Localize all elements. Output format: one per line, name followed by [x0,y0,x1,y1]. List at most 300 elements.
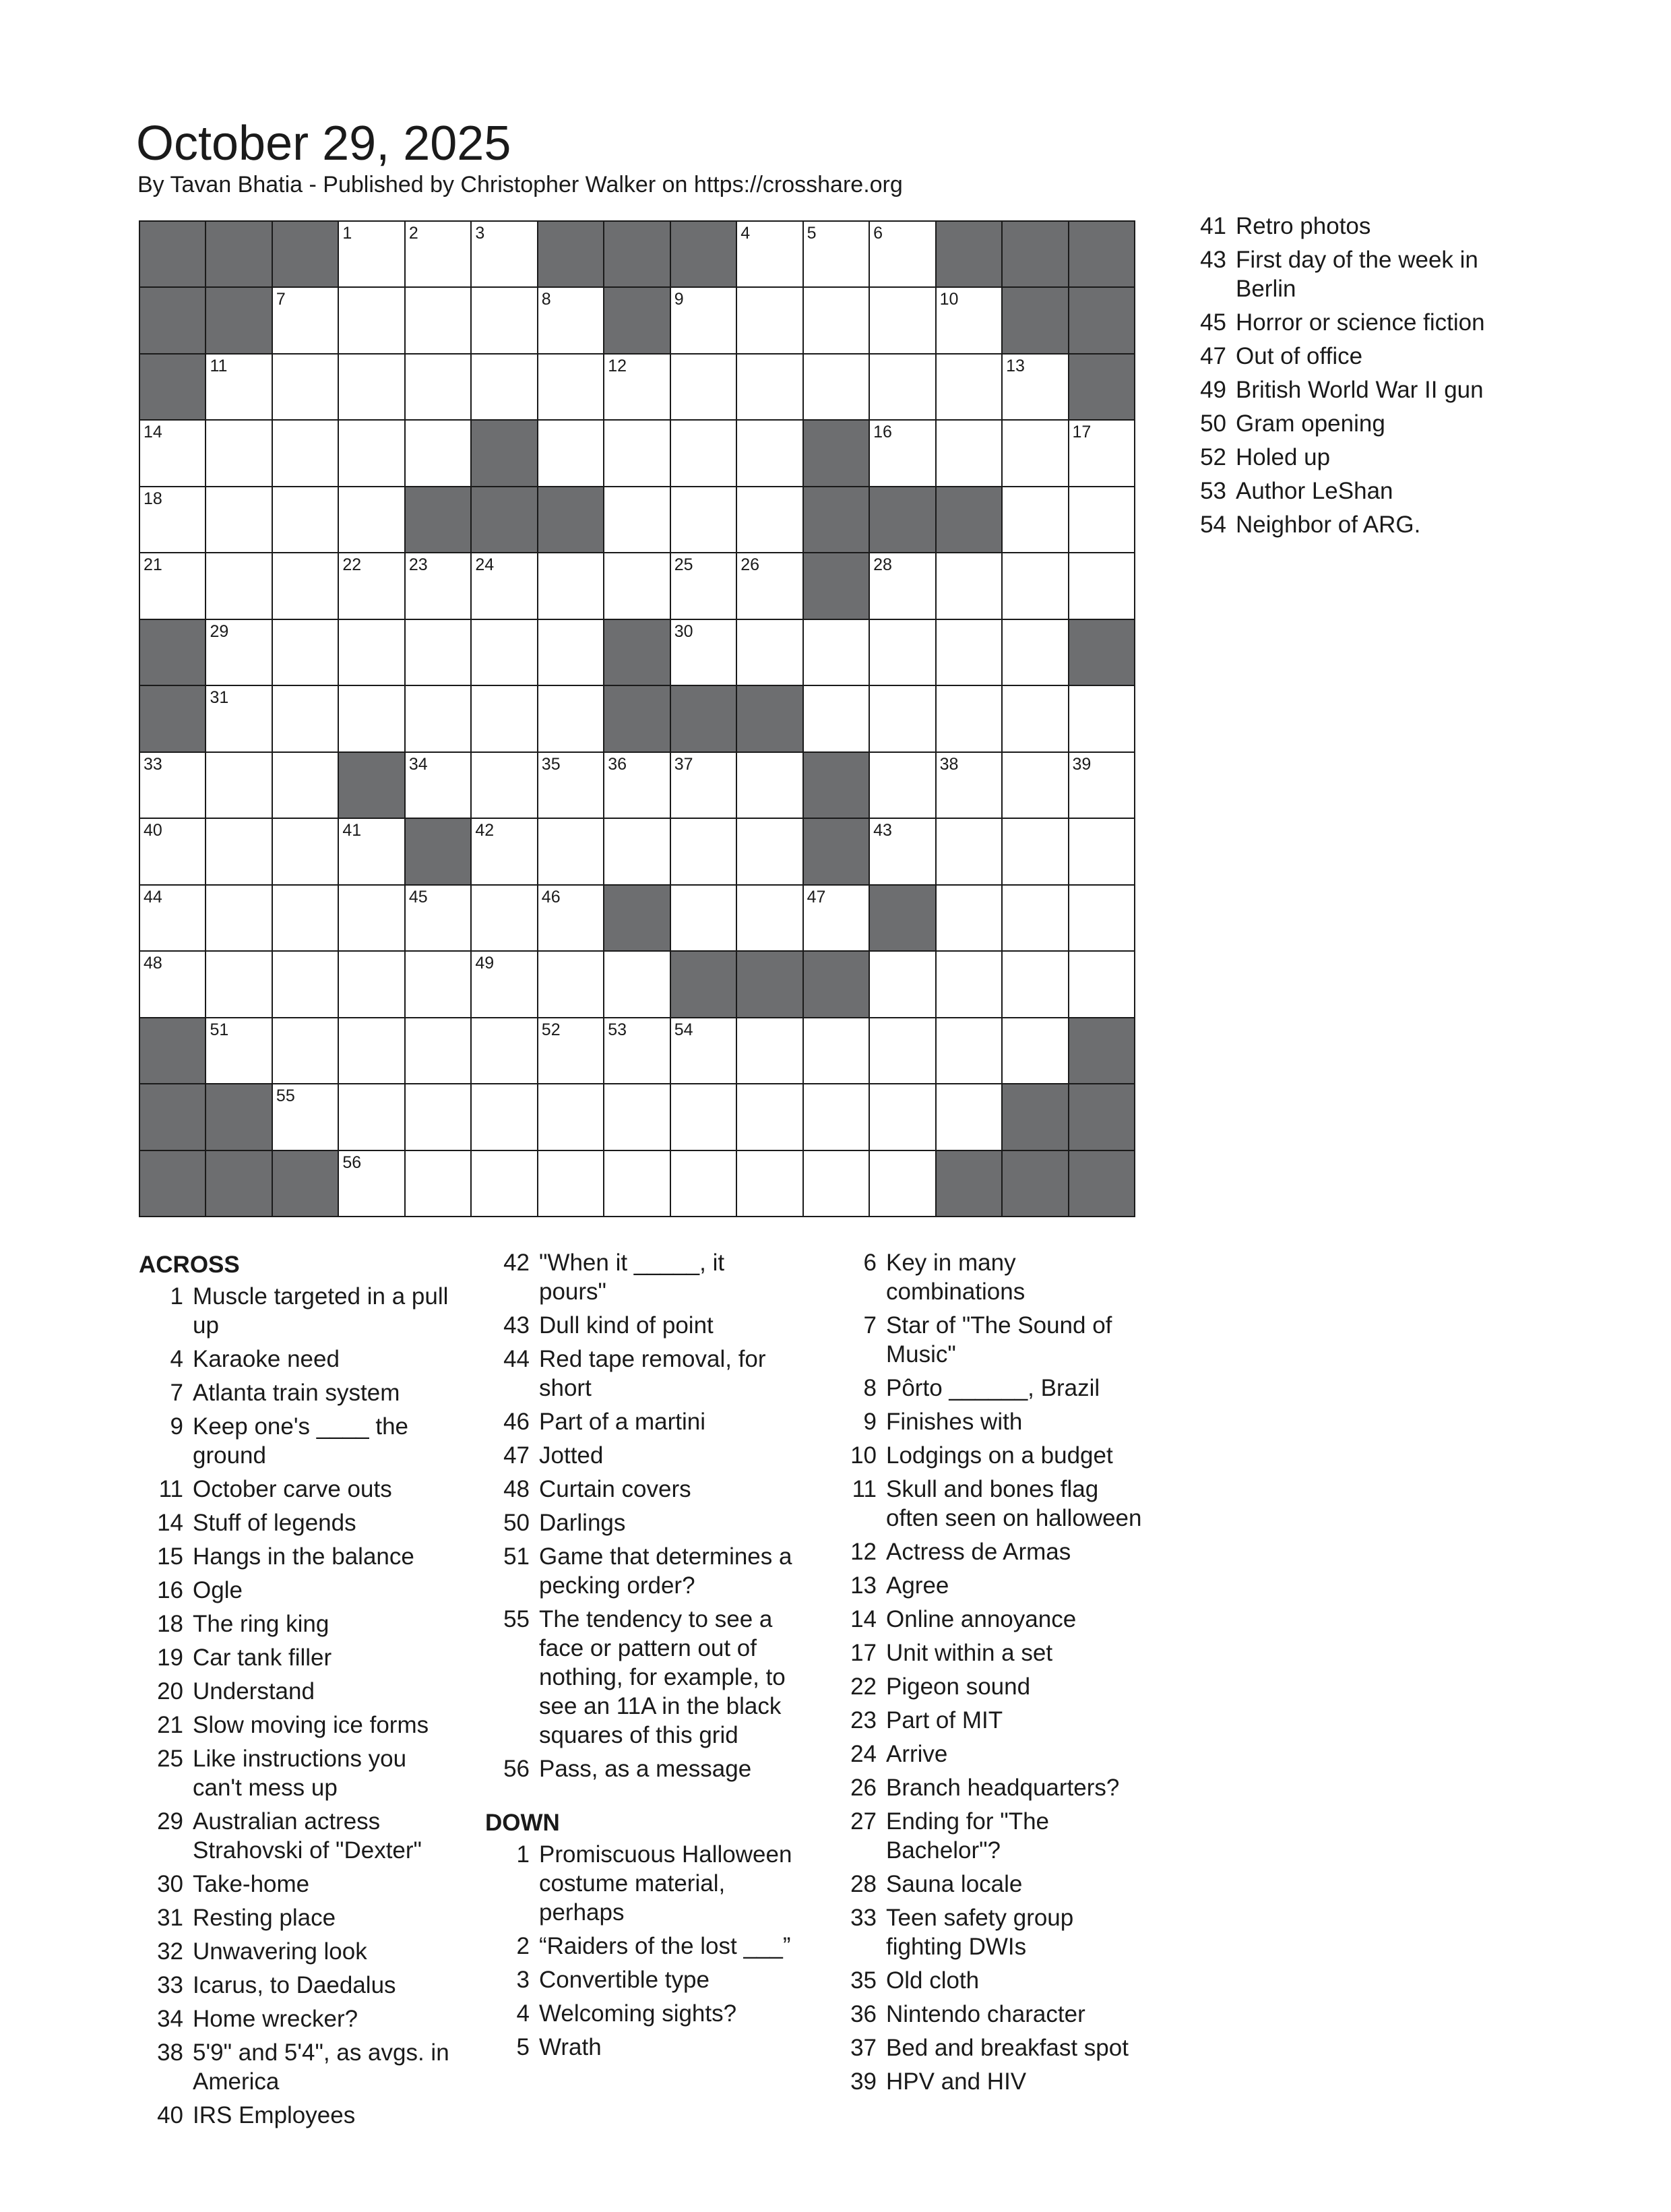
answer-square[interactable] [1069,753,1134,818]
clue-item [139,1937,450,1966]
clue-number: 54 [674,1020,693,1039]
block-square [339,753,404,818]
answer-square[interactable] [206,753,271,818]
answer-square[interactable] [472,686,536,751]
answer-square[interactable] [206,686,271,751]
answer-square[interactable] [604,1084,669,1149]
clue-text: Lodgings on a budget [886,1442,1113,1469]
clue-number: 19 [157,1645,183,1671]
answer-square[interactable] [737,1018,802,1083]
answer-square[interactable] [671,421,736,485]
answer-square[interactable] [604,355,669,419]
answer-square[interactable] [472,355,536,419]
clue-item [139,2004,450,2033]
answer-square[interactable] [538,288,603,352]
clue-number: 41 [342,821,362,840]
answer-square[interactable] [1003,819,1067,884]
clue-number: 14 [850,1606,877,1632]
answer-square[interactable] [339,886,404,950]
clue-item [832,1311,1143,1369]
clue-item [485,1441,796,1470]
answer-square[interactable] [1069,952,1134,1016]
block-square [140,1084,205,1149]
answer-square[interactable] [140,952,205,1016]
clue-text: Home wrecker? [193,2006,358,2032]
clue-number: 7 [170,1380,183,1406]
answer-square[interactable] [273,952,338,1016]
answer-square[interactable] [406,753,470,818]
answer-square[interactable] [937,753,1001,818]
block-square [1069,1018,1134,1083]
answer-square[interactable] [1069,886,1134,950]
answer-square[interactable] [1003,421,1067,485]
answer-square[interactable] [472,553,536,618]
clue-number: 29 [210,621,229,641]
clue-item [1182,245,1499,303]
clue-text: Karaoke need [193,1346,340,1372]
clue-item [139,2101,450,2130]
block-square [140,1151,205,1216]
answer-square[interactable] [1069,487,1134,552]
clue-text: Understand [193,1678,315,1704]
clue-text: Gram opening [1236,410,1385,437]
clue-text: Skull and bones flag often seen on halloween [886,1476,1142,1531]
block-square [1069,1151,1134,1216]
answer-square[interactable] [472,1084,536,1149]
clue-number: 34 [408,754,428,774]
answer-square[interactable] [472,1151,536,1216]
answer-square[interactable] [671,1151,736,1216]
answer-square[interactable] [1003,753,1067,818]
clue-item [485,1840,796,1927]
block-square [140,686,205,751]
answer-square[interactable] [870,553,935,618]
clue-text: Convertible type [539,1967,710,1993]
answer-square[interactable] [870,952,935,1016]
clue-number: 42 [503,1250,530,1276]
clue-text: Agree [886,1572,949,1599]
answer-square[interactable] [538,1018,603,1083]
answer-square[interactable] [206,1018,271,1083]
answer-square[interactable] [406,686,470,751]
clue-number: 48 [144,954,162,973]
answer-square[interactable] [604,1151,669,1216]
answer-square[interactable] [671,1084,736,1149]
answer-square[interactable] [206,421,271,485]
answer-square[interactable] [406,421,470,485]
answer-square[interactable] [339,620,404,685]
clue-number: 17 [850,1640,877,1666]
clue-number: 39 [850,2068,877,2095]
answer-square[interactable] [140,819,205,884]
clue-text: The ring king [193,1611,329,1637]
answer-square[interactable] [406,288,470,352]
clue-number: 49 [475,954,495,973]
clue-text: British World War II gun [1236,377,1484,403]
block-square [273,222,338,286]
answer-square[interactable] [538,819,603,884]
clue-item [485,1605,796,1750]
clue-number: 16 [157,1577,183,1603]
answer-square[interactable] [406,1018,470,1083]
block-square [273,1151,338,1216]
clue-item [139,1412,450,1470]
clue-number: 5 [516,2034,530,2060]
clue-item [139,1508,450,1537]
answer-square[interactable] [339,553,404,618]
block-square [671,686,736,751]
clue-item [485,1965,796,1994]
clue-number: 13 [850,1572,877,1599]
answer-square[interactable] [273,553,338,618]
clue-item [1182,477,1499,505]
clue-number: 24 [850,1741,877,1767]
answer-square[interactable] [804,355,869,419]
clue-item [832,1441,1143,1470]
answer-square[interactable] [206,355,271,419]
clue-text: First day of the week in Berlin [1236,247,1478,302]
answer-square[interactable] [406,355,470,419]
answer-square[interactable] [671,819,736,884]
answer-square[interactable] [538,355,603,419]
answer-square[interactable] [604,487,669,552]
clue-text: Car tank filler [193,1645,332,1671]
clue-text: Star of "The Sound of Music" [886,1312,1112,1368]
clue-number: 4 [516,2000,530,2027]
answer-square[interactable] [406,1151,470,1216]
clue-number: 42 [475,821,495,840]
clue-item [1182,212,1499,241]
clue-number: 33 [850,1905,877,1931]
block-square [406,819,470,884]
answer-square[interactable] [339,952,404,1016]
answer-square[interactable] [1003,487,1067,552]
answer-square[interactable] [472,753,536,818]
clue-number: 18 [157,1611,183,1637]
clue-column-4 [1182,212,1499,544]
clue-number: 43 [503,1312,530,1339]
answer-square[interactable] [339,686,404,751]
clue-number: 49 [1200,377,1226,403]
answer-square[interactable] [737,819,802,884]
clue-number: 45 [408,887,428,907]
clue-text: Pass, as a message [539,1756,752,1782]
answer-square[interactable] [273,355,338,419]
answer-square[interactable] [206,819,271,884]
clue-item [485,1754,796,1783]
answer-square[interactable] [339,487,404,552]
answer-square[interactable] [406,886,470,950]
answer-square[interactable] [870,1151,935,1216]
answer-square[interactable] [737,222,802,286]
clue-text: Neighbor of ARG. [1236,512,1421,538]
answer-square[interactable] [538,952,603,1016]
block-square [140,288,205,352]
clue-number: 12 [608,356,627,375]
answer-square[interactable] [737,620,802,685]
answer-square[interactable] [737,886,802,950]
clue-number: 45 [1200,309,1226,336]
answer-square[interactable] [937,1084,1001,1149]
answer-square[interactable] [206,487,271,552]
clue-number: 28 [873,555,892,575]
clue-number: 11 [158,1476,183,1502]
answer-square[interactable] [339,1018,404,1083]
answer-square[interactable] [671,753,736,818]
answer-square[interactable] [273,421,338,485]
answer-square[interactable] [604,553,669,618]
answer-square[interactable] [1003,620,1067,685]
answer-square[interactable] [737,355,802,419]
answer-square[interactable] [737,1151,802,1216]
answer-square[interactable] [1069,421,1134,485]
answer-square[interactable] [937,819,1001,884]
answer-square[interactable] [870,288,935,352]
clue-text: Red tape removal, for short [539,1346,766,1401]
clue-text: IRS Employees [193,2102,356,2128]
answer-square[interactable] [538,421,603,485]
answer-square[interactable] [937,355,1001,419]
clue-number: 16 [873,423,892,442]
answer-square[interactable] [804,1018,869,1083]
answer-square[interactable] [472,288,536,352]
answer-square[interactable] [538,1151,603,1216]
clue-number: 7 [863,1312,877,1339]
clue-text: Old cloth [886,1967,980,1994]
answer-square[interactable] [339,355,404,419]
answer-square[interactable] [937,1018,1001,1083]
clue-text: Muscle targeted in a pull up [193,1283,449,1339]
answer-square[interactable] [604,421,669,485]
answer-square[interactable] [273,288,338,352]
answer-square[interactable] [339,819,404,884]
block-square [1069,1084,1134,1149]
clue-item [1182,342,1499,371]
block-square [206,288,271,352]
answer-square[interactable] [671,487,736,552]
answer-square[interactable] [339,288,404,352]
block-square [804,553,869,618]
clue-text: HPV and HIV [886,2068,1027,2095]
answer-square[interactable] [273,1018,338,1083]
answer-square[interactable] [671,553,736,618]
answer-square[interactable] [538,686,603,751]
answer-square[interactable] [870,355,935,419]
block-square [1003,288,1067,352]
clue-number: 15 [157,1543,183,1570]
answer-square[interactable] [870,819,935,884]
clue-number: 35 [541,754,561,774]
block-square [140,222,205,286]
clue-item [485,1311,796,1340]
clue-number: 2 [516,1933,530,1959]
byline: By Tavan Bhatia - Published by Christopher Walker on https://crosshare.org [137,172,903,197]
answer-square[interactable] [870,753,935,818]
block-square [671,222,736,286]
answer-square[interactable] [937,553,1001,618]
answer-square[interactable] [1003,886,1067,950]
clue-text: Wrath [539,2034,602,2060]
answer-square[interactable] [406,222,470,286]
clue-item [1182,510,1499,539]
answer-square[interactable] [1003,355,1067,419]
answer-square[interactable] [870,421,935,485]
answer-square[interactable] [140,487,205,552]
answer-square[interactable] [406,1084,470,1149]
clue-text: Finishes with [886,1409,1023,1435]
answer-square[interactable] [472,819,536,884]
answer-square[interactable] [937,620,1001,685]
answer-square[interactable] [273,886,338,950]
answer-square[interactable] [406,952,470,1016]
answer-square[interactable] [538,1084,603,1149]
clue-item [485,1999,796,2028]
answer-square[interactable] [671,355,736,419]
answer-square[interactable] [273,819,338,884]
answer-square[interactable] [937,952,1001,1016]
answer-square[interactable] [1069,819,1134,884]
answer-square[interactable] [604,952,669,1016]
answer-square[interactable] [206,620,271,685]
block-square [206,1084,271,1149]
clue-number: 56 [503,1756,530,1782]
clue-number: 9 [674,290,684,309]
answer-square[interactable] [472,1018,536,1083]
answer-square[interactable] [140,553,205,618]
answer-square[interactable] [206,886,271,950]
answer-square[interactable] [140,753,205,818]
answer-square[interactable] [737,421,802,485]
answer-square[interactable] [937,288,1001,352]
answer-square[interactable] [604,1018,669,1083]
answer-square[interactable] [870,222,935,286]
clue-item [139,1870,450,1899]
answer-square[interactable] [870,620,935,685]
clue-number: 1 [342,224,352,243]
answer-square[interactable] [1069,553,1134,618]
answer-square[interactable] [1003,1018,1067,1083]
clue-text: October carve outs [193,1476,392,1502]
answer-square[interactable] [671,886,736,950]
clue-text: “Raiders of the lost ___” [539,1933,791,1959]
answer-square[interactable] [604,819,669,884]
clue-item [485,1345,796,1403]
answer-square[interactable] [472,952,536,1016]
clue-number: 18 [144,489,162,508]
clue-text: Nintendo character [886,2001,1085,2027]
answer-square[interactable] [339,1151,404,1216]
answer-square[interactable] [870,686,935,751]
answer-square[interactable] [538,553,603,618]
clue-text: The tendency to see a face or pattern out of nothing, for example, to see an 11A in the black squares of this grid [539,1606,786,1748]
answer-square[interactable] [140,886,205,950]
clue-number: 27 [850,1808,877,1835]
clue-item [139,1609,450,1638]
block-square [804,421,869,485]
answer-square[interactable] [206,553,271,618]
block-square [937,222,1001,286]
clue-number: 37 [850,2035,877,2061]
answer-square[interactable] [1003,952,1067,1016]
answer-square[interactable] [804,288,869,352]
answer-square[interactable] [737,753,802,818]
clue-item [139,2038,450,2096]
answer-square[interactable] [937,686,1001,751]
answer-square[interactable] [870,1018,935,1083]
answer-square[interactable] [937,421,1001,485]
answer-square[interactable] [671,288,736,352]
answer-square[interactable] [406,620,470,685]
clue-item [139,1475,450,1504]
block-square [406,487,470,552]
answer-square[interactable] [538,753,603,818]
answer-square[interactable] [804,686,869,751]
answer-square[interactable] [538,886,603,950]
answer-square[interactable] [804,886,869,950]
answer-square[interactable] [472,886,536,950]
answer-square[interactable] [273,620,338,685]
clue-number: 23 [850,1707,877,1733]
answer-square[interactable] [1003,686,1067,751]
answer-square[interactable] [339,1084,404,1149]
clue-text: Australian actress Strahovski of "Dexter" [193,1808,422,1864]
clue-column-2 [485,1248,796,2066]
answer-square[interactable] [937,886,1001,950]
answer-square[interactable] [406,553,470,618]
clue-number: 40 [144,821,162,840]
block-square [538,487,603,552]
clue-number: 33 [157,1972,183,1998]
block-square [737,952,802,1016]
clue-text: Jotted [539,1442,604,1469]
answer-square[interactable] [671,620,736,685]
answer-square[interactable] [273,753,338,818]
clue-item [139,1378,450,1407]
answer-square[interactable] [804,620,869,685]
answer-square[interactable] [804,1084,869,1149]
answer-square[interactable] [604,753,669,818]
clue-item [139,1903,450,1932]
clue-item [832,2033,1143,2062]
answer-square[interactable] [737,553,802,618]
answer-square[interactable] [737,288,802,352]
answer-square[interactable] [339,421,404,485]
answer-square[interactable] [472,222,536,286]
answer-square[interactable] [671,1018,736,1083]
block-square [870,487,935,552]
answer-square[interactable] [737,487,802,552]
answer-square[interactable] [737,1084,802,1149]
answer-square[interactable] [472,620,536,685]
clue-number: 4 [740,224,751,243]
answer-square[interactable] [339,222,404,286]
clue-item [139,1282,450,1340]
clue-item [139,1971,450,2000]
answer-square[interactable] [273,686,338,751]
answer-square[interactable] [140,421,205,485]
answer-square[interactable] [206,952,271,1016]
answer-square[interactable] [273,487,338,552]
answer-square[interactable] [538,620,603,685]
answer-square[interactable] [804,222,869,286]
answer-square[interactable] [870,1084,935,1149]
answer-square[interactable] [1003,553,1067,618]
answer-square[interactable] [1069,686,1134,751]
answer-square[interactable] [273,1084,338,1149]
clue-number: 38 [157,2039,183,2066]
answer-square[interactable] [804,1151,869,1216]
block-square [604,620,669,685]
